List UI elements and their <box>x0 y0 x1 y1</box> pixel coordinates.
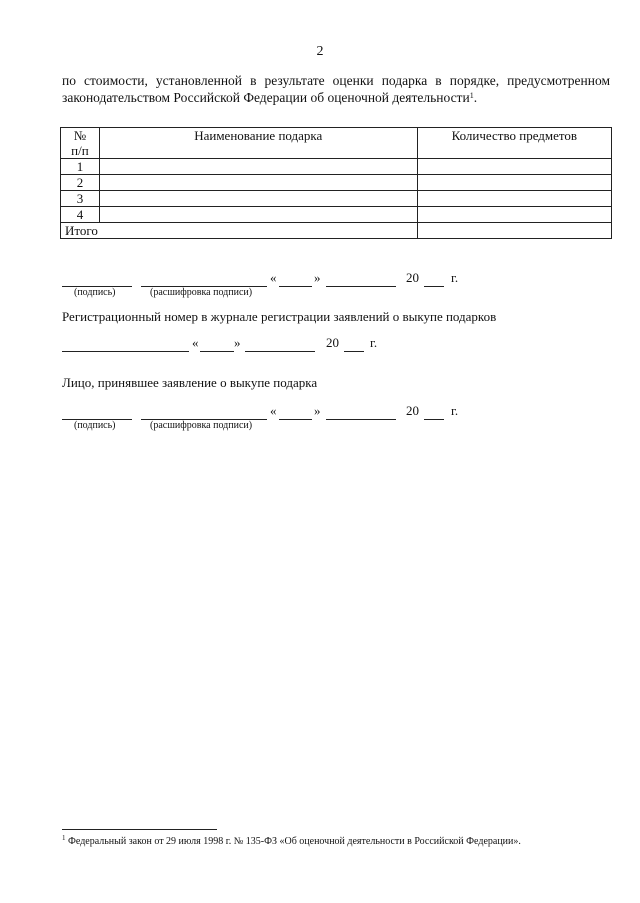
table-row <box>61 159 612 175</box>
quantity-cell[interactable] <box>417 191 611 207</box>
caption-signature: (подпись) <box>74 287 116 298</box>
table-header-row <box>61 128 612 159</box>
total-quantity-cell[interactable] <box>417 223 611 239</box>
gift-name-cell[interactable] <box>99 191 417 207</box>
registration-label: Регистрационный номер в журнале регистрации заявлений о выкупе подарков <box>62 309 497 324</box>
intro-line-1: по стоимости, установленной в результате оценки подарка в порядке, предусмотренном <box>62 73 610 88</box>
year-prefix: 20 <box>406 403 419 418</box>
quantity-cell[interactable] <box>417 159 611 175</box>
table-row <box>61 207 612 223</box>
quantity-cell[interactable] <box>417 207 611 223</box>
footnote-separator <box>62 829 217 830</box>
year-line[interactable] <box>424 286 444 287</box>
header-gift-name: Наименование подарка <box>99 128 417 159</box>
accepted-label: Лицо, принявшее заявление о выкупе подарка <box>62 375 318 390</box>
footnote-marker: 1 <box>62 834 66 842</box>
header-quantity: Количество предметов <box>417 128 611 159</box>
quote-open: « <box>270 403 277 418</box>
table-row <box>61 191 612 207</box>
header-number-line2: п/п <box>71 143 89 158</box>
footnote <box>62 836 521 847</box>
year-line[interactable] <box>424 419 444 420</box>
row-number: 2 <box>61 175 100 191</box>
quote-open: « <box>270 270 277 285</box>
footnote-reference: 1 <box>469 91 474 100</box>
registration-number-line[interactable] <box>62 351 189 352</box>
quote-close: » <box>314 403 321 418</box>
intro-line-2: законодательством Российской Федерации об оценочной деятельности$^1$. <box>62 90 478 105</box>
header-number-line1: № <box>73 128 87 143</box>
quantity-cell[interactable] <box>417 175 611 191</box>
header-number <box>61 128 100 159</box>
year-prefix: 20 <box>406 270 419 285</box>
day-line[interactable] <box>200 351 234 352</box>
gifts-table <box>60 127 612 239</box>
quote-open: « <box>192 335 199 350</box>
table-total-row <box>61 223 612 239</box>
quote-close: » <box>314 270 321 285</box>
quote-close: » <box>234 335 241 350</box>
gift-name-cell[interactable] <box>99 175 417 191</box>
year-suffix: г. <box>370 335 378 350</box>
month-line[interactable] <box>245 351 315 352</box>
year-line[interactable] <box>344 351 364 352</box>
page-number: 2 <box>316 44 324 59</box>
caption-decoding: (расшифровка подписи) <box>150 287 253 298</box>
row-number: 1 <box>61 159 100 175</box>
row-number: 4 <box>61 207 100 223</box>
gift-name-cell[interactable] <box>99 207 417 223</box>
row-number: 3 <box>61 191 100 207</box>
caption-decoding: (расшифровка подписи) <box>150 420 253 431</box>
year-prefix: 20 <box>326 335 339 350</box>
day-line[interactable] <box>279 419 312 420</box>
table-row <box>61 175 612 191</box>
caption-signature: (подпись) <box>74 420 116 431</box>
month-line[interactable] <box>326 286 396 287</box>
intro-paragraph <box>62 72 610 106</box>
year-suffix: г. <box>451 403 459 418</box>
month-line[interactable] <box>326 419 396 420</box>
year-suffix: г. <box>451 270 459 285</box>
gift-name-cell[interactable] <box>99 159 417 175</box>
total-label: Итого <box>61 223 418 239</box>
intro-line-2-text: законодательством Российской Федерации об оценочной деятельности <box>62 90 470 105</box>
footnote-text: Федеральный закон от 29 июля 1998 г. № 135-ФЗ «Об оценочной деятельности в Российской Федерации». <box>68 836 521 847</box>
day-line[interactable] <box>279 286 312 287</box>
